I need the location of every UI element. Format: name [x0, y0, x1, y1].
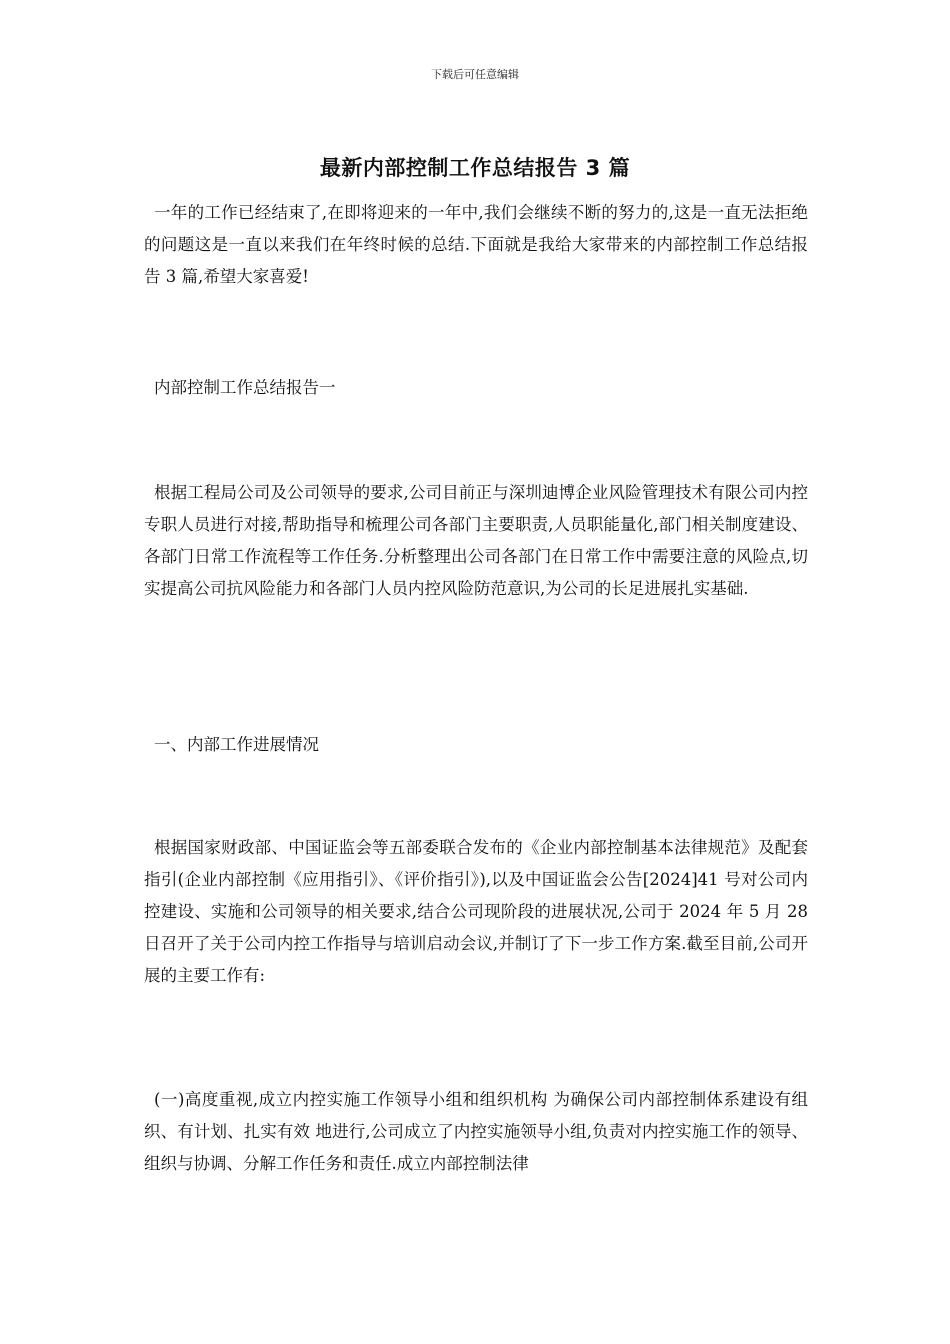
item1-paragraph: (一)高度重视,成立内控实施工作领导小组和组织机构 为确保公司内部控制体系建设有组织、有计划、扎实有效 地进行,公司成立了内控实施领导小组,负责对内控实施工作的领导、组织与协调、分解工作任务和责任.成立内部控制法律	[144, 1090, 808, 1173]
section1-paragraph: 根据国家财政部、中国证监会等五部委联合发布的《企业内部控制基本法律规范》及配套指引(企业内部控制《应用指引》、《评价指引》),以及中国证监会公告[2024]41 号对公司内控建设、实施和公司领导的相关要求,结合公司现阶段的进展状况,公司于 2024 年 5 月 28 日召开了关于公司内控工作指导与培训启动会议,并制订了下一步工作方案.截至目前,公司开展的主要工作有:	[144, 838, 808, 985]
intro-paragraph: 一年的工作已经结束了,在即将迎来的一年中,我们会继续不断的努力的,这是一直无法拒绝的问题这是一直以来我们在年终时候的总结.下面就是我给大家带来的内部控制工作总结报告 3 篇,希望大家喜爱!	[144, 203, 808, 286]
report1-heading: 内部控制工作总结报告一	[154, 378, 336, 397]
page-title: 最新内部控制工作总结报告 3 篇	[319, 156, 631, 180]
section1-heading: 一、内部工作进展情况	[154, 735, 319, 754]
header-note: 下载后可任意编辑	[431, 68, 519, 81]
report1-paragraph: 根据工程局公司及公司领导的要求,公司目前正与深圳迪博企业风险管理技术有限公司内控专职人员进行对接,帮助指导和梳理公司各部门主要职责,人员职能量化,部门相关制度建设、各部门日常工作流程等工作任务.分析整理出公司各部门在日常工作中需要注意的风险点,切实提高公司抗风险能力和各部门人员内控风险防范意识,为公司的长足进展扎实基础.	[144, 483, 808, 598]
